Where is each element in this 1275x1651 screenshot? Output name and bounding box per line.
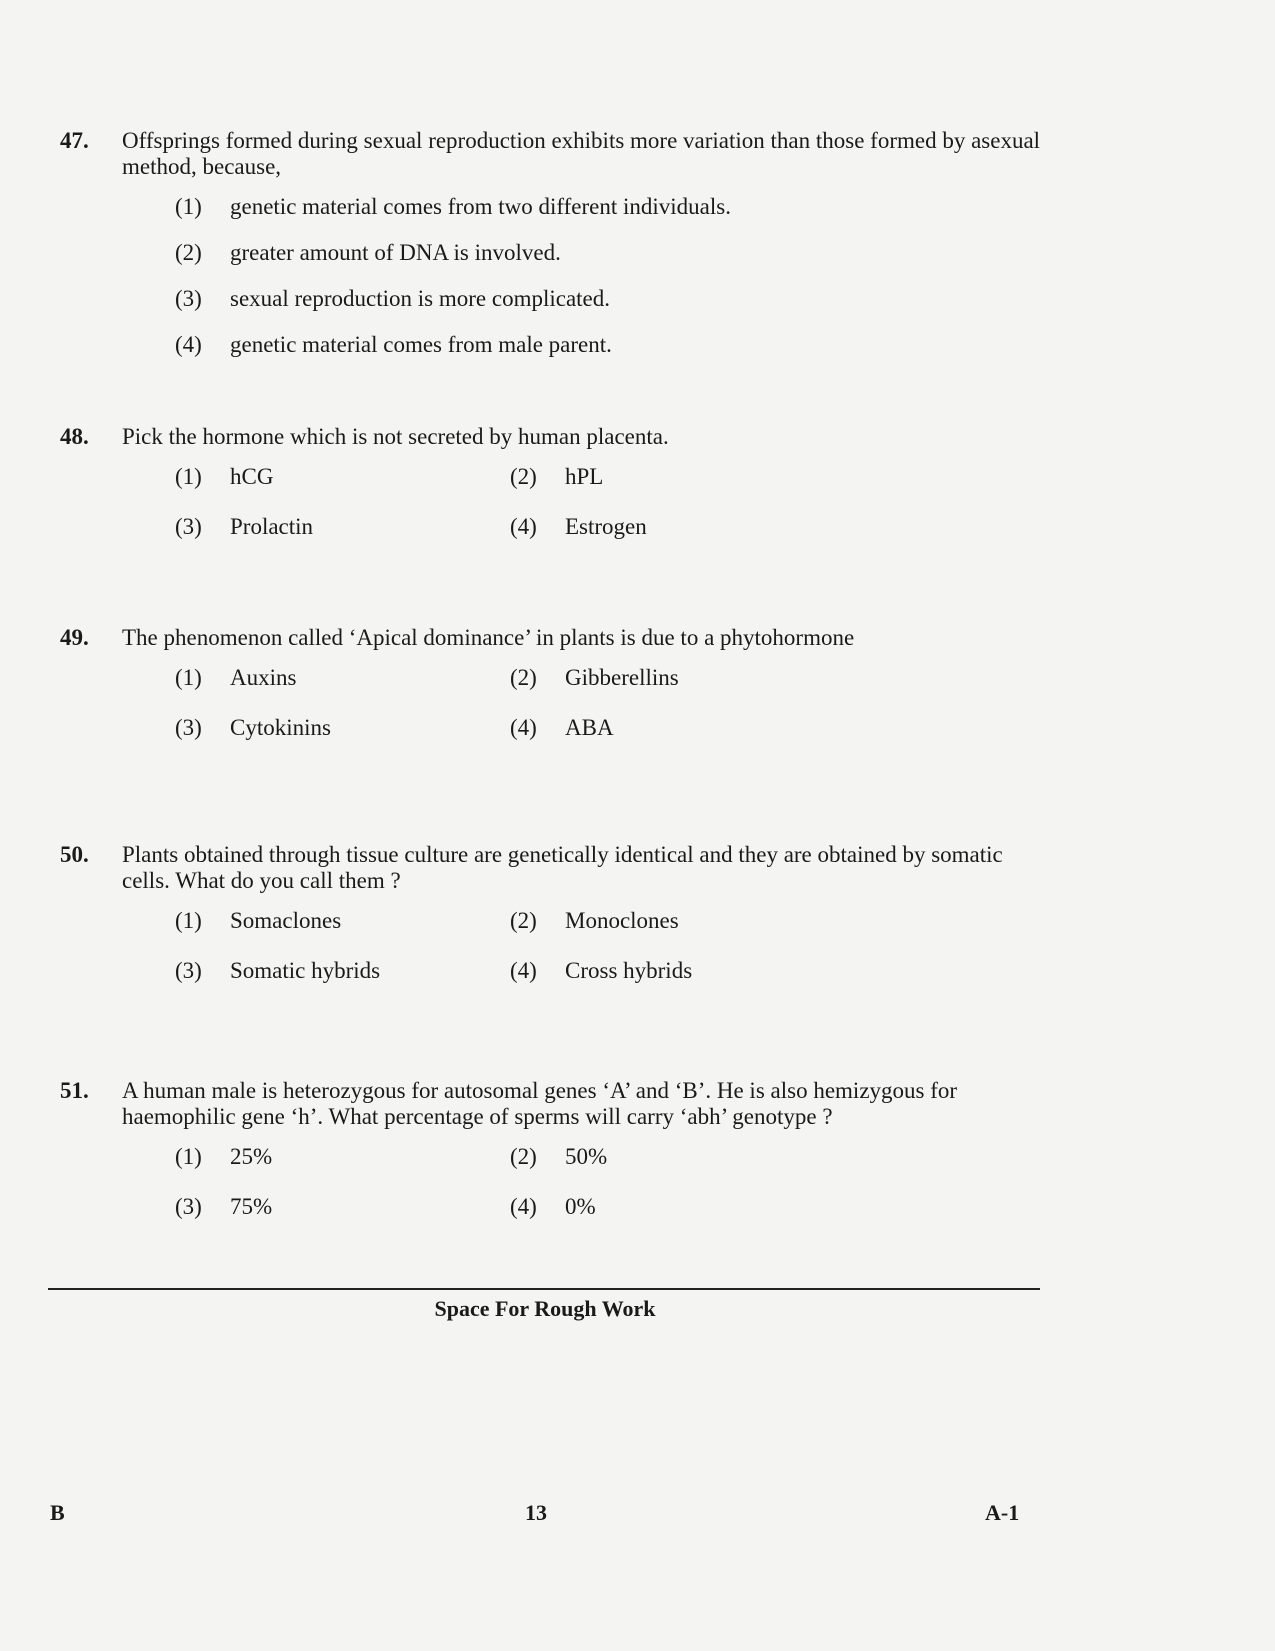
option-text: Auxins — [230, 665, 297, 690]
question-text: Offsprings formed during sexual reproduction exhibits more variation than those formed by asexual method, because, — [122, 128, 1041, 179]
options — [175, 665, 1050, 765]
option-number: (2) — [510, 1144, 537, 1169]
option-3 — [175, 1194, 272, 1220]
option-number: (2) — [510, 464, 537, 489]
divider-line — [48, 1288, 1040, 1290]
footer-page-number: 13 — [525, 1500, 547, 1525]
option-number: (3) — [175, 715, 202, 740]
option-number: (4) — [510, 1194, 537, 1219]
option-number: (2) — [175, 240, 202, 265]
question-number: 49. — [60, 625, 89, 650]
option-number: (1) — [175, 665, 202, 690]
option-2 — [510, 665, 679, 691]
option-number: (3) — [175, 1194, 202, 1219]
footer-paper-code: A-1 — [985, 1500, 1020, 1525]
option-number: (3) — [175, 286, 202, 311]
question-number: 48. — [60, 424, 89, 449]
option-1 — [175, 665, 296, 691]
option-text: genetic material comes from two different individuals. — [230, 194, 731, 219]
question-text: Plants obtained through tissue culture are genetically identical and they are obtained by somatic cells. What do you call them ? — [122, 842, 1003, 893]
option-text: greater amount of DNA is involved. — [230, 240, 561, 265]
question-51 — [60, 1078, 1050, 1244]
option-4 — [510, 958, 692, 984]
option-number: (1) — [175, 908, 202, 933]
option-4 — [175, 332, 1050, 378]
question-49 — [60, 625, 1050, 765]
option-text: 0% — [565, 1194, 596, 1219]
option-3 — [175, 958, 380, 984]
option-1 — [175, 908, 341, 934]
option-2 — [175, 240, 1050, 286]
option-1 — [175, 464, 273, 490]
footer-series-code: B — [50, 1500, 65, 1525]
question-text: Pick the hormone which is not secreted by human placenta. — [122, 424, 669, 449]
option-4 — [510, 514, 647, 540]
option-number: (3) — [175, 958, 202, 983]
option-2 — [510, 464, 603, 490]
option-number: (4) — [510, 958, 537, 983]
option-number: (1) — [175, 464, 202, 489]
option-text: 25% — [230, 1144, 273, 1169]
option-text: 75% — [230, 1194, 273, 1219]
option-text: Cytokinins — [230, 715, 331, 740]
rough-work-label: Space For Rough Work — [434, 1296, 656, 1321]
option-text: 50% — [565, 1144, 608, 1169]
option-text: hPL — [565, 464, 604, 489]
options — [175, 464, 1050, 564]
option-text: Gibberellins — [565, 665, 679, 690]
options — [175, 908, 1050, 1008]
question-number: 50. — [60, 842, 89, 867]
options — [175, 1144, 1050, 1244]
option-number: (4) — [510, 715, 537, 740]
option-number: (2) — [510, 908, 537, 933]
option-number: (3) — [175, 514, 202, 539]
question-47 — [60, 128, 1050, 378]
option-text: Prolactin — [230, 514, 314, 539]
option-4 — [510, 715, 614, 741]
option-text: sexual reproduction is more complicated. — [230, 286, 611, 311]
option-number: (2) — [510, 665, 537, 690]
option-2 — [510, 1144, 607, 1170]
option-1 — [175, 194, 1050, 240]
option-number: (4) — [175, 332, 202, 357]
option-2 — [510, 908, 679, 934]
option-3 — [175, 715, 331, 741]
option-text: Estrogen — [565, 514, 647, 539]
option-4 — [510, 1194, 596, 1220]
option-text: Cross hybrids — [565, 958, 693, 983]
option-3 — [175, 286, 1050, 332]
options — [175, 194, 1050, 378]
option-text: hCG — [230, 464, 274, 489]
question-48 — [60, 424, 1050, 564]
option-text: Somaclones — [230, 908, 342, 933]
option-text: genetic material comes from male parent. — [230, 332, 612, 357]
option-text: Somatic hybrids — [230, 958, 381, 983]
question-number: 47. — [60, 128, 89, 153]
question-text: The phenomenon called ‘Apical dominance’ in plants is due to a phytohormone — [122, 625, 855, 650]
question-text: A human male is heterozygous for autosomal genes ‘A’ and ‘B’. He is also hemizygous for haemophilic gene ‘h’. What percentage of sperms will carry ‘abh’ genotype ? — [122, 1078, 958, 1129]
question-number: 51. — [60, 1078, 89, 1103]
option-3 — [175, 514, 313, 540]
option-text: Monoclones — [565, 908, 679, 933]
option-number: (4) — [510, 514, 537, 539]
option-text: ABA — [565, 715, 614, 740]
question-50 — [60, 842, 1050, 1008]
option-number: (1) — [175, 1144, 202, 1169]
option-1 — [175, 1144, 272, 1170]
option-number: (1) — [175, 194, 202, 219]
